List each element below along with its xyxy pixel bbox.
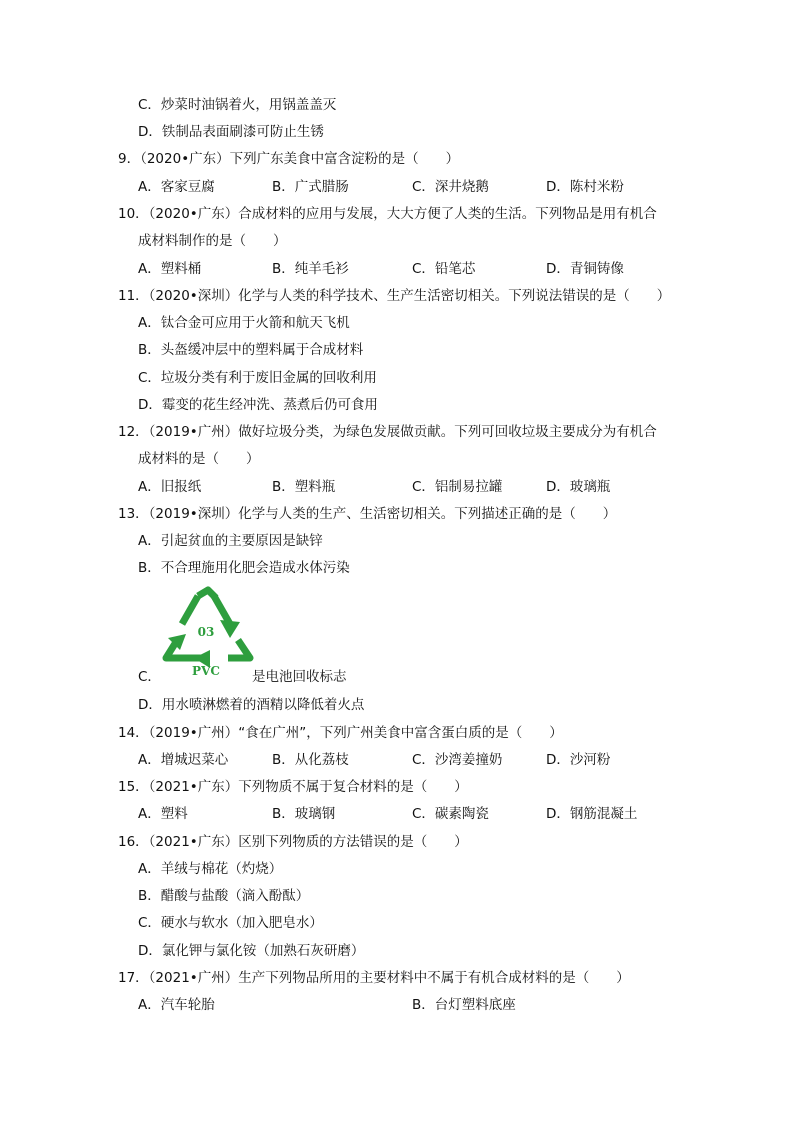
- q12-option-b: B．塑料瓶: [272, 479, 336, 495]
- q9-option-d: D．陈村米粉: [546, 179, 624, 195]
- q14-option-d: D．沙河粉: [546, 752, 611, 768]
- q9-option-a: A．客家豆腐: [138, 179, 215, 195]
- q15-option-a: A．塑料: [138, 806, 188, 822]
- q16-option-d: D．氯化钾与氯化铵（加熟石灰研磨）: [138, 943, 365, 959]
- q13-option-c-text: 是电池回收标志: [252, 669, 347, 685]
- q15-option-c: C．碳素陶瓷: [412, 806, 489, 822]
- q8-option-d: D．铁制品表面刷漆可防止生锈: [138, 124, 324, 140]
- recycle-label: PVC: [192, 664, 220, 676]
- q12-option-c: C．铝制易拉罐: [412, 479, 503, 495]
- question-17: 17．（2021•广州）生产下列物品所用的主要材料中不属于有机合成材料的是（ ）: [118, 970, 630, 986]
- q14-option-b: B．从化荔枝: [272, 752, 349, 768]
- question-10-cont: 成材料制作的是（ ）: [138, 233, 287, 249]
- q16-option-b: B．醋酸与盐酸（滴入酚酞）: [138, 888, 310, 904]
- q9-option-c: C．深井烧鹅: [412, 179, 489, 195]
- pvc-recycle-icon: [158, 586, 254, 676]
- question-11: 11．（2020•深圳）化学与人类的科学技术、生产生活密切相关。下列说法错误的是（ ）: [118, 288, 671, 304]
- question-12: 12．（2019•广州）做好垃圾分类，为绿色发展做贡献。下列可回收垃圾主要成分为有机合: [118, 424, 657, 440]
- question-14: 14．（2019•广州）“食在广州”，下列广州美食中富含蛋白质的是（ ）: [118, 725, 563, 741]
- q13-option-d: D．用水喷淋燃着的酒精以降低着火点: [138, 697, 365, 713]
- q16-option-a: A．羊绒与棉花（灼烧）: [138, 861, 283, 877]
- q12-option-a: A．旧报纸: [138, 479, 202, 495]
- q10-option-b: B．纯羊毛衫: [272, 261, 349, 277]
- q11-option-c: C．垃圾分类有利于废旧金属的回收利用: [138, 370, 377, 386]
- q11-option-a: A．钛合金可应用于火箭和航天飞机: [138, 315, 350, 331]
- q11-option-b: B．头盔缓冲层中的塑料属于合成材料: [138, 342, 364, 358]
- question-12-cont: 成材料的是（ ）: [138, 451, 260, 467]
- q16-option-c: C．硬水与软水（加入肥皂水）: [138, 915, 323, 931]
- q9-option-b: B．广式腊肠: [272, 179, 349, 195]
- q10-option-c: C．铅笔芯: [412, 261, 476, 277]
- q15-option-b: B．玻璃钢: [272, 806, 336, 822]
- q13-option-c-prefix: C．: [138, 669, 161, 685]
- q13-option-b: B．不合理施用化肥会造成水体污染: [138, 560, 350, 576]
- question-13: 13．（2019•深圳）化学与人类的生产、生活密切相关。下列描述正确的是（ ）: [118, 506, 617, 522]
- q11-option-d: D．霉变的花生经冲洗、蒸煮后仍可食用: [138, 397, 378, 413]
- q15-option-d: D．钢筋混凝土: [546, 806, 638, 822]
- q14-option-c: C．沙湾姜撞奶: [412, 752, 503, 768]
- q12-option-d: D．玻璃瓶: [546, 479, 611, 495]
- q17-option-b: B．台灯塑料底座: [412, 997, 516, 1013]
- q8-option-c: C．炒菜时油锅着火，用锅盖盖灭: [138, 97, 337, 113]
- recycle-number: 03: [197, 625, 215, 639]
- question-9: 9．（2020•广东）下列广东美食中富含淀粉的是（ ）: [118, 151, 460, 167]
- q13-option-a: A．引起贫血的主要原因是缺锌: [138, 533, 323, 549]
- q10-option-a: A．塑料桶: [138, 261, 202, 277]
- q17-option-a: A．汽车轮胎: [138, 997, 215, 1013]
- question-15: 15．（2021•广东）下列物质不属于复合材料的是（ ）: [118, 779, 468, 795]
- question-16: 16．（2021•广东）区别下列物质的方法错误的是（ ）: [118, 834, 468, 850]
- q10-option-d: D．青铜铸像: [546, 261, 624, 277]
- question-10: 10．（2020•广东）合成材料的应用与发展，大大方便了人类的生活。下列物品是用有机合: [118, 206, 657, 222]
- q14-option-a: A．增城迟菜心: [138, 752, 229, 768]
